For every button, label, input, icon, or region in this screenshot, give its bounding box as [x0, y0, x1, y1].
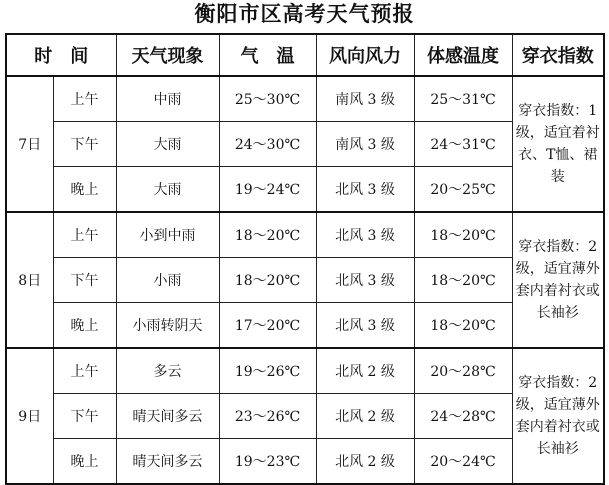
feels-like-cell: 24～31℃ — [414, 122, 512, 167]
period-label: 下午 — [53, 394, 116, 439]
header-temperature: 气 温 — [219, 34, 316, 76]
table-row — [6, 212, 604, 258]
temperature-cell: 19～26℃ — [219, 348, 316, 394]
forecast-table — [5, 33, 605, 485]
period-label: 晚上 — [53, 167, 116, 213]
feels-like-cell: 18～20℃ — [414, 212, 512, 258]
clothing-advice: 穿衣指数：1级，适宜着衬衣、T恤、裙装 — [512, 76, 604, 212]
weather-cell: 大雨 — [116, 122, 219, 167]
wind-cell: 北风 2 级 — [316, 394, 414, 439]
period-label: 上午 — [53, 348, 116, 394]
weather-cell: 晴天间多云 — [116, 394, 219, 439]
weather-cell: 多云 — [116, 348, 219, 394]
header-weather: 天气现象 — [116, 34, 219, 76]
weather-cell: 大雨 — [116, 167, 219, 213]
table-row — [6, 76, 604, 122]
weather-cell: 小雨转阴天 — [116, 303, 219, 349]
temperature-cell: 25～30℃ — [219, 76, 316, 122]
header-time: 时 间 — [6, 34, 116, 76]
wind-cell: 北风 2 级 — [316, 348, 414, 394]
header-row — [6, 34, 604, 76]
page-title: 衡阳市区高考天气预报 — [194, 1, 415, 26]
clothing-advice: 穿衣指数：2级，适宜薄外套内着衬衣或长袖衫 — [512, 212, 604, 348]
weather-cell: 小到中雨 — [116, 212, 219, 258]
feels-like-cell: 18～20℃ — [414, 258, 512, 303]
temperature-cell: 18～20℃ — [219, 258, 316, 303]
wind-cell: 北风 3 级 — [316, 258, 414, 303]
header-clothing-index: 穿衣指数 — [512, 34, 604, 76]
temperature-cell: 23～26℃ — [219, 394, 316, 439]
day-label: 8日 — [6, 212, 53, 348]
temperature-cell: 19～24℃ — [219, 167, 316, 213]
wind-cell: 南风 3 级 — [316, 76, 414, 122]
temperature-cell: 24～30℃ — [219, 122, 316, 167]
wind-cell: 北风 3 级 — [316, 303, 414, 349]
day-label: 9日 — [6, 348, 53, 484]
wind-cell: 北风 3 级 — [316, 212, 414, 258]
period-label: 下午 — [53, 122, 116, 167]
period-label: 下午 — [53, 258, 116, 303]
temperature-cell: 17～20℃ — [219, 303, 316, 349]
feels-like-cell: 20～24℃ — [414, 439, 512, 485]
wind-cell: 北风 2 级 — [316, 439, 414, 485]
period-label: 上午 — [53, 76, 116, 122]
wind-cell: 北风 3 级 — [316, 167, 414, 213]
feels-like-cell: 18～20℃ — [414, 303, 512, 349]
period-label: 晚上 — [53, 439, 116, 485]
feels-like-cell: 20～28℃ — [414, 348, 512, 394]
feels-like-cell: 20～25℃ — [414, 167, 512, 213]
feels-like-cell: 25～31℃ — [414, 76, 512, 122]
feels-like-cell: 24～28℃ — [414, 394, 512, 439]
table-row — [6, 348, 604, 394]
weather-cell: 晴天间多云 — [116, 439, 219, 485]
weather-cell: 小雨 — [116, 258, 219, 303]
weather-cell: 中雨 — [116, 76, 219, 122]
header-feels-like: 体感温度 — [414, 34, 512, 76]
temperature-cell: 18～20℃ — [219, 212, 316, 258]
clothing-advice: 穿衣指数：2级，适宜薄外套内着衬衣或长袖衫 — [512, 348, 604, 484]
header-wind: 风向风力 — [316, 34, 414, 76]
temperature-cell: 19～23℃ — [219, 439, 316, 485]
period-label: 上午 — [53, 212, 116, 258]
wind-cell: 南风 3 级 — [316, 122, 414, 167]
day-label: 7日 — [6, 76, 53, 212]
period-label: 晚上 — [53, 303, 116, 349]
